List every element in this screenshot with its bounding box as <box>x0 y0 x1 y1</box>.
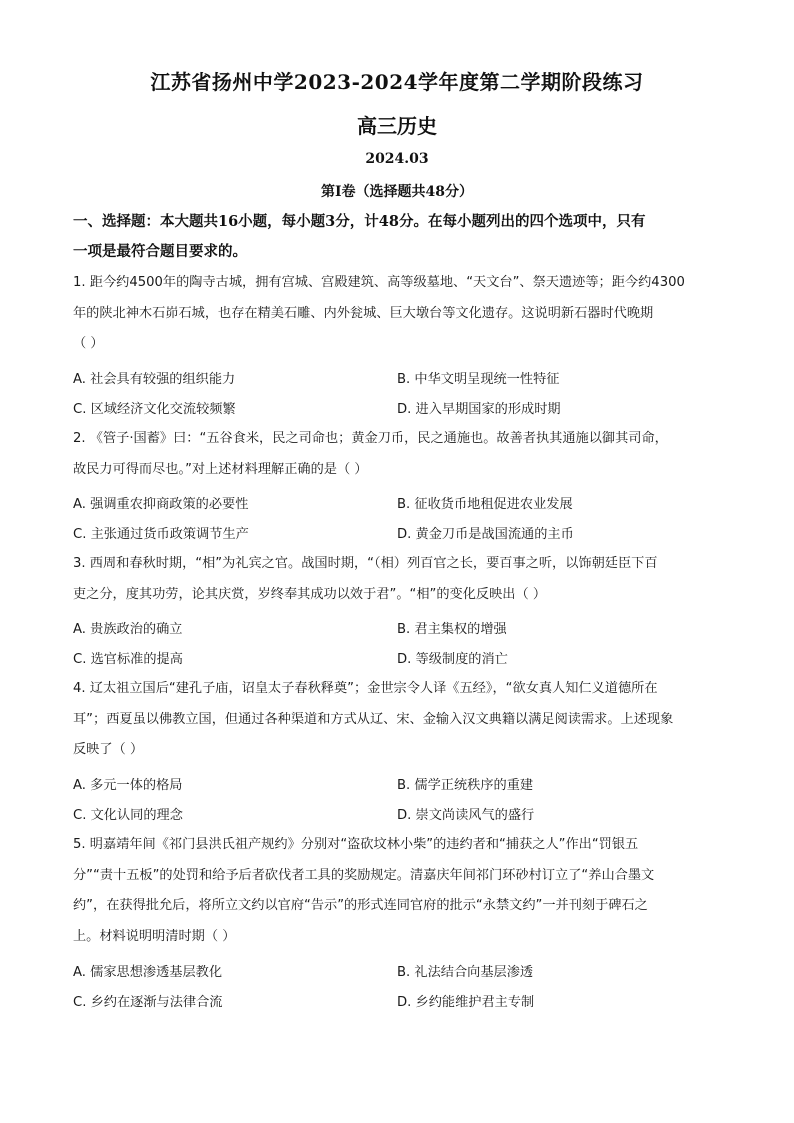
question-2-options-row-1 <box>73 493 733 523</box>
option-d[interactable]: D. 黄金刀币是战国流通的主币 <box>397 527 574 542</box>
option-d[interactable]: D. 乡约能维护君主专制 <box>397 995 535 1010</box>
volume-heading: 第Ⅰ卷（选择题共48分） <box>320 184 474 200</box>
question-line: 年的陕北神木石峁石城，也存在精美石雕、内外瓮城、巨大墩台等文化遗存。这说明新石器时代晚期 <box>73 305 654 321</box>
option-d[interactable]: D. 等级制度的消亡 <box>397 652 508 667</box>
option-b[interactable]: B. 儒学正统秩序的重建 <box>397 778 534 793</box>
exam-subject: 高三历史 <box>357 114 437 138</box>
option-c[interactable]: C. 文化认同的理念 <box>73 808 183 823</box>
question-5-options-row-2 <box>73 991 733 1021</box>
option-c[interactable]: C. 主张通过货币政策调节生产 <box>73 527 249 542</box>
option-c[interactable]: C. 区域经济文化交流较频繁 <box>73 402 236 417</box>
option-b[interactable]: B. 中华文明呈现统一性特征 <box>397 372 560 387</box>
question-5-stem <box>73 830 733 952</box>
question-line: 故民力可得而尽也。”对上述材料理解正确的是（ ） <box>73 461 368 477</box>
question-line: 2. 《管子·国蓄》曰：“五谷食米，民之司命也；黄金刀币，民之通施也。故善者执其通施以御其司命， <box>73 431 668 446</box>
question-line: 反映了（ ） <box>73 742 144 757</box>
instruction-line: 一、选择题：本大题共16小题，每小题3分，计48分。在每小题列出的四个选项中，只有 <box>73 213 646 230</box>
question-1-stem <box>73 268 733 360</box>
question-line: 上。材料说明明清时期（ ） <box>73 928 236 944</box>
question-line: （ ） <box>73 336 104 351</box>
option-d[interactable]: D. 崇文尚读风气的盛行 <box>397 808 535 823</box>
question-line: 吏之分，度其功劳，论其庆赏，岁终奉其成功以效于君”。“相”的变化反映出（ ） <box>73 586 547 602</box>
question-4-stem <box>73 674 733 766</box>
question-line: 4. 辽太祖立国后“建孔子庙，诏皇太子春秋释奠”；金世宗令人译《五经》，“欲女真人知仁义道德所在 <box>73 681 658 696</box>
instruction-line: 一项是最符合题目要求的。 <box>73 243 247 260</box>
option-d[interactable]: D. 进入早期国家的形成时期 <box>397 402 561 417</box>
option-b[interactable]: B. 征收货币地租促进农业发展 <box>397 497 573 512</box>
option-c[interactable]: C. 乡约在逐渐与法律合流 <box>73 995 223 1010</box>
question-4-options-row-1 <box>73 774 733 804</box>
question-3-stem <box>73 549 733 610</box>
question-1-options-row-1 <box>73 368 733 398</box>
exam-date: 2024.03 <box>365 151 429 167</box>
question-5-options-row-1 <box>73 961 733 991</box>
question-line: 5. 明嘉靖年间《祁门县洪氏祖产规约》分别对“盗砍坟林小柴”的违约者和“捕获之人”作出“罚银五 <box>73 837 639 852</box>
option-a[interactable]: A. 强调重农抑商政策的必要性 <box>73 497 249 512</box>
question-line: 3. 西周和春秋时期，“相”为礼宾之官。战国时期，“（相）列百官之长，要百事之听，以饰朝廷臣下百 <box>73 556 658 571</box>
option-a[interactable]: A. 贵族政治的确立 <box>73 622 183 637</box>
question-line: 约”，在获得批允后，将所立文约以官府“告示”的形式连同官府的批示“永禁文约”一并刊刻于碑石之 <box>73 898 648 913</box>
question-line: 1. 距今约4500年的陶寺古城，拥有宫城、宫殿建筑、高等级墓地、“天文台”、祭天遗迹等；距今约4300 <box>73 275 685 290</box>
question-line: 分”“责十五板”的处罚和给予后者砍伐者工具的奖励规定。清嘉庆年间祁门环砂村订立了“养山合墨文 <box>73 867 655 883</box>
option-a[interactable]: A. 社会具有较强的组织能力 <box>73 372 236 387</box>
question-2-stem <box>73 424 733 485</box>
question-3-options-row-1 <box>73 618 733 648</box>
exam-title: 江苏省扬州中学2023-2024学年度第二学期阶段练习 <box>150 70 644 94</box>
question-line: 耳”；西夏虽以佛教立国，但通过各种渠道和方式从辽、宋、金输入汉文典籍以满足阅读需求。上述现象 <box>73 711 674 727</box>
option-a[interactable]: A. 多元一体的格局 <box>73 778 183 793</box>
option-a[interactable]: A. 儒家思想渗透基层教化 <box>73 965 223 980</box>
section-instruction <box>73 207 733 267</box>
option-b[interactable]: B. 君主集权的增强 <box>397 622 507 637</box>
option-c[interactable]: C. 选官标准的提高 <box>73 652 183 667</box>
option-b[interactable]: B. 礼法结合向基层渗透 <box>397 965 534 980</box>
